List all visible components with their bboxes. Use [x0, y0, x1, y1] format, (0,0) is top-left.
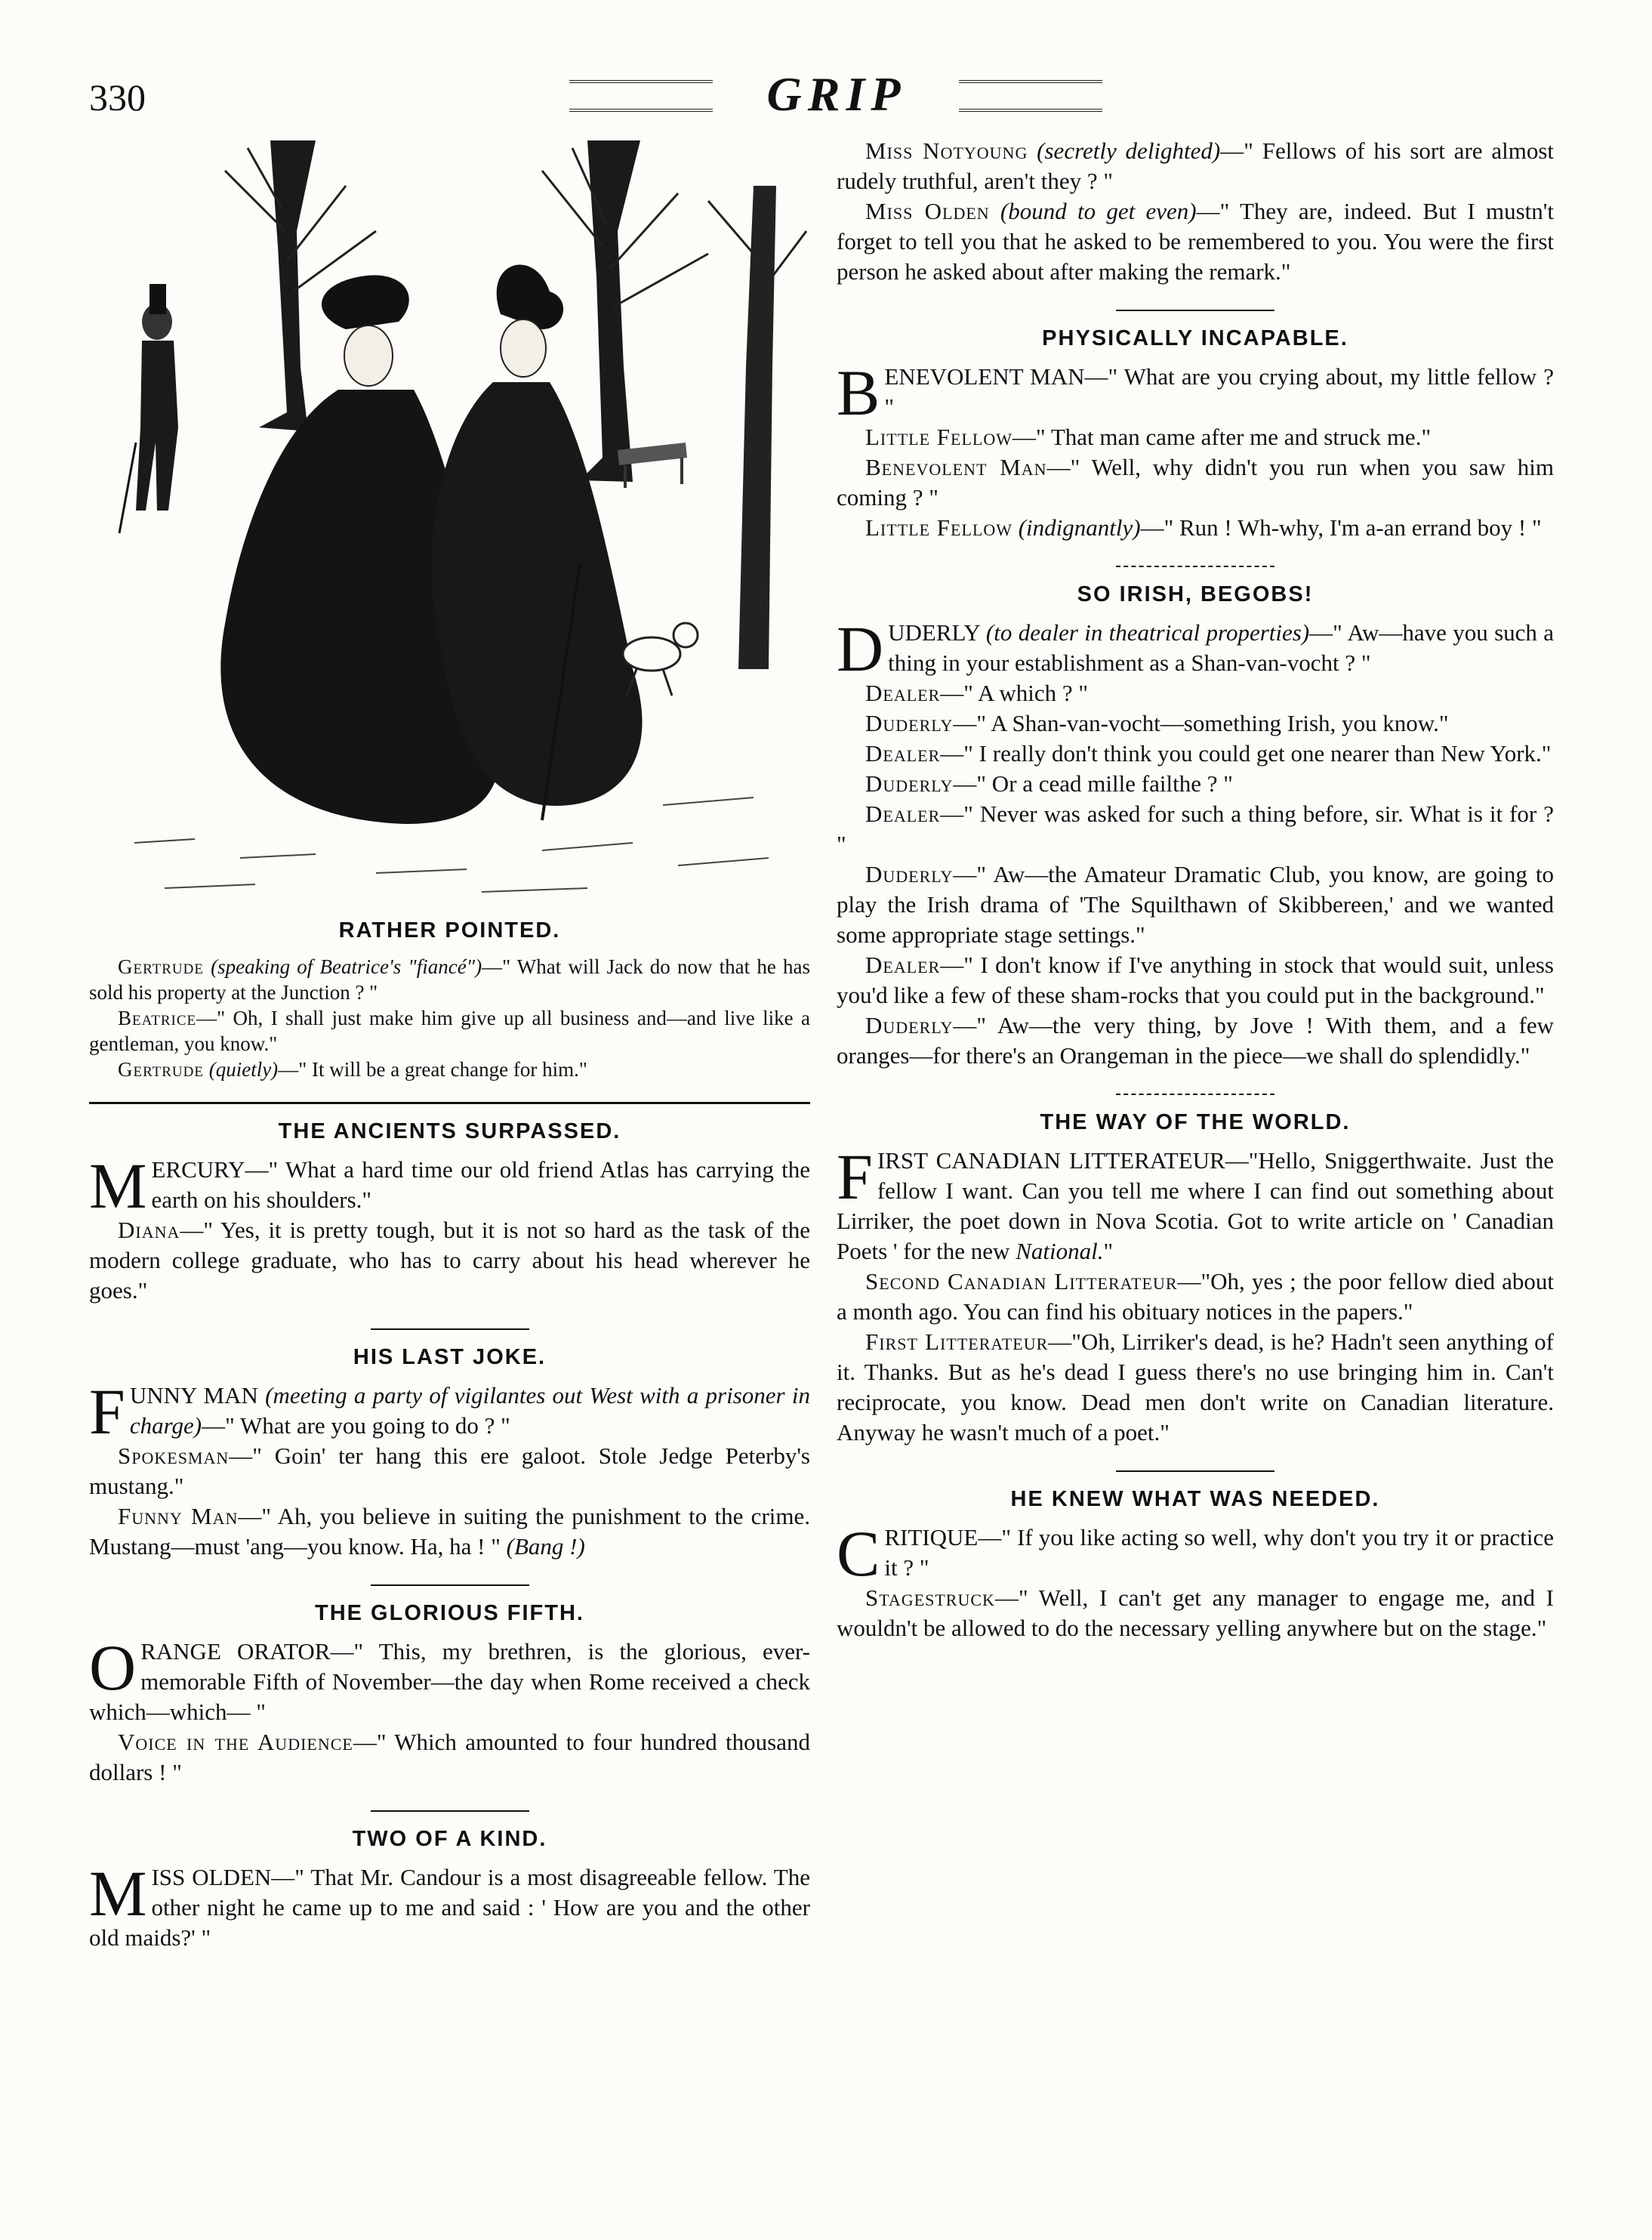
paragraph	[89, 1215, 810, 1306]
left-column	[89, 136, 810, 1953]
dialogue-end: "	[1103, 1238, 1114, 1264]
speaker: Voice in the Audience	[118, 1729, 353, 1755]
speaker: ERCURY	[151, 1156, 245, 1183]
speaker: Little Fellow	[865, 424, 1012, 450]
divider	[371, 1584, 529, 1586]
dialogue: —" Goin' ter hang this ere galoot. Stole Jedge Peterby's mustang."	[89, 1442, 810, 1499]
divider	[371, 1328, 529, 1330]
speaker: ISS OLDEN	[151, 1864, 272, 1890]
dialogue: —" Yes, it is pretty tough, but it is not so hard as the task of the modern college graduate, who has to carry about his head wherever he goes."	[89, 1217, 810, 1304]
speaker: Dealer	[865, 952, 941, 978]
paragraph	[89, 1857, 810, 1953]
paragraph	[89, 1005, 810, 1057]
masthead-rule-right	[959, 80, 1102, 112]
paragraph	[89, 1727, 810, 1788]
speaker: Miss Notyoung	[865, 137, 1028, 164]
dialogue: —" Aw—the very thing, by Jove ! With them, and a few oranges—for there's an Orangeman in the piece—we shall do splendidly."	[837, 1012, 1554, 1069]
heading-his-last-joke: HIS LAST JOKE.	[353, 1345, 547, 1369]
speaker: Dealer	[865, 680, 941, 706]
heading-rather-pointed: RATHER POINTED.	[338, 918, 561, 943]
dialogue: —" That man came after me and struck me."	[1012, 424, 1432, 450]
stage-direction: (indignantly)	[1018, 514, 1141, 541]
stage-direction: (quietly)	[208, 1058, 279, 1081]
dialogue: —" Or a cead mille failthe ? "	[953, 770, 1233, 797]
stage-direction: (meeting a party of vigilantes out West with a prisoner in charge)	[129, 1382, 810, 1439]
divider	[1116, 1470, 1274, 1472]
paragraph	[89, 1631, 810, 1727]
speaker: Gertrude	[118, 1058, 204, 1081]
paragraph	[837, 422, 1554, 452]
drop-cap: F	[837, 1140, 873, 1213]
divider	[1116, 566, 1274, 567]
dialogue: —" A which ? "	[940, 680, 1089, 706]
heading-so-irish: SO IRISH, BEGOBS!	[1077, 582, 1314, 606]
paragraph	[89, 1375, 810, 1448]
speaker: UDERLY	[888, 619, 980, 646]
speaker: Dealer	[865, 801, 941, 827]
dialogue: —" What are you going to do ? "	[202, 1412, 510, 1439]
drop-cap: M	[89, 1857, 147, 1930]
heading-physically-incapable: PHYSICALLY INCAPABLE.	[1042, 326, 1348, 350]
masthead	[559, 69, 1117, 122]
dialogue: —" If you like acting so well, why don't you try it or practice it ? "	[884, 1524, 1554, 1581]
paragraph	[837, 859, 1554, 950]
dialogue: —" What a hard time our old friend Atlas has carrying the earth on his shoulders."	[151, 1156, 810, 1213]
dialogue: —" This, my brethren, is the glorious, ever-memorable Fifth of November—the day when Rome received a check which—which— "	[89, 1638, 810, 1725]
speaker: Duderly	[865, 861, 954, 887]
drop-cap: F	[89, 1375, 125, 1448]
speaker: Duderly	[865, 710, 954, 736]
dialogue: —" It will be a great change for him."	[278, 1058, 587, 1081]
divider	[371, 1810, 529, 1812]
speaker: Beatrice	[118, 1007, 197, 1029]
dialogue: —" Oh, I shall just make him give up all business and—and live like a gentleman, you know."	[89, 1007, 810, 1055]
heading-ancients-surpassed: THE ANCIENTS SURPASSED.	[278, 1119, 621, 1143]
heading-way-of-the-world: THE WAY OF THE WORLD.	[1040, 1110, 1351, 1134]
stage-direction: (Bang !)	[506, 1533, 585, 1560]
drop-cap: C	[837, 1517, 880, 1590]
paragraph	[837, 1327, 1554, 1448]
dialogue: —" Never was asked for such a thing before, sir. What is it for ? "	[837, 801, 1554, 857]
illustration	[89, 140, 810, 903]
speaker: IRST CANADIAN LITTERATEUR	[877, 1147, 1225, 1174]
dialogue: —"Oh, Lirriker's dead, is he? Hadn't seen anything of it. Thanks. But as he's dead I guess there's no use bringing him in. Can't reciprocate, you know. Dead men don't write on Canadian literature. Anyway he wasn't much of a poet."	[837, 1328, 1554, 1446]
speaker: RANGE ORATOR	[140, 1638, 331, 1665]
paragraph	[89, 1149, 810, 1222]
dialogue: —" Ah, you believe in suiting the punishment to the crime. Mustang—must 'ang—you know. Ha, ha ! "	[89, 1503, 810, 1560]
speaker: Miss Olden	[865, 198, 990, 224]
paragraph	[837, 769, 1554, 799]
dialogue: —" A Shan-van-vocht—something Irish, you know."	[953, 710, 1449, 736]
masthead-rule-left	[569, 80, 713, 112]
paragraph	[837, 1140, 1554, 1267]
dialogue: —" Which amounted to four hundred thousand dollars ! "	[89, 1729, 810, 1785]
paragraph	[837, 612, 1554, 685]
speaker: UNNY MAN	[129, 1382, 258, 1408]
paragraph	[89, 1501, 810, 1562]
speaker: Dealer	[865, 740, 941, 767]
dialogue: —" That Mr. Candour is a most disagreeable fellow. The other night he came up to me and said : ' How are you and the other old maids?' "	[89, 1864, 810, 1951]
dialogue: —" What will Jack do now that he has sold his property at the Junction ? "	[89, 955, 810, 1004]
heading-he-knew-what-was-needed: HE KNEW WHAT WAS NEEDED.	[1010, 1487, 1380, 1511]
speaker: Funny Man	[118, 1503, 239, 1529]
heading-two-of-a-kind: TWO OF A KIND.	[352, 1827, 547, 1851]
divider	[1116, 310, 1274, 311]
speaker: RITIQUE	[884, 1524, 979, 1550]
dialogue: —" They are, indeed. But I mustn't forget to tell you that he asked to be remembered to you. You were the first person he asked about after making the remark."	[837, 198, 1554, 285]
stage-direction: (secretly delighted)	[1037, 137, 1221, 164]
paragraph	[837, 799, 1554, 859]
speaker: Little Fellow	[865, 514, 1012, 541]
drop-cap: D	[837, 612, 884, 685]
speaker: Diana	[118, 1217, 180, 1243]
heading-glorious-fifth: THE GLORIOUS FIFTH.	[315, 1601, 584, 1625]
caption-rather-pointed	[89, 954, 810, 1082]
paragraph	[837, 513, 1554, 543]
paragraph	[837, 196, 1554, 287]
speaker: Second Canadian Litterateur	[865, 1268, 1178, 1294]
paragraph	[89, 1441, 810, 1501]
dialogue: —" Fellows of his sort are almost rudely truthful, aren't they ? "	[837, 137, 1555, 194]
speaker: Spokesman	[118, 1442, 230, 1469]
paragraph	[837, 950, 1554, 1010]
speaker: ENEVOLENT MAN	[884, 363, 1085, 390]
paragraph	[837, 1517, 1554, 1590]
speaker: First Litterateur	[865, 1328, 1049, 1355]
speaker: Duderly	[865, 770, 954, 797]
drop-cap: B	[837, 356, 880, 429]
masthead-title: GRIP	[766, 67, 907, 121]
stage-direction: (speaking of Beatrice's "fiancé")	[211, 955, 482, 978]
speaker: Gertrude	[118, 955, 204, 978]
paragraph	[837, 452, 1554, 513]
paragraph	[89, 954, 810, 1005]
dialogue: —" Aw—have you such a thing in your establishment as a Shan-van-vocht ? "	[888, 619, 1554, 676]
speaker: Stagestruck	[865, 1584, 995, 1611]
speaker: Duderly	[865, 1012, 954, 1038]
publication-title: National.	[1016, 1238, 1104, 1264]
illustration-engraving	[89, 140, 810, 903]
paragraph	[837, 136, 1554, 196]
drop-cap: O	[89, 1631, 137, 1704]
dialogue: —" Well, I can't get any manager to engage me, and I wouldn't be allowed to do the necessary yelling anywhere but on the stage."	[837, 1584, 1554, 1641]
dialogue: —" What are you crying about, my little fellow ? "	[884, 363, 1554, 420]
paragraph	[837, 1267, 1554, 1327]
paragraph	[837, 678, 1554, 708]
paragraph	[837, 356, 1554, 429]
paragraph	[837, 739, 1554, 769]
paragraph	[837, 1010, 1554, 1071]
dialogue: —" I don't know if I've anything in stock that would suit, unless you'd like a few of these sham-rocks that you could put in the background."	[837, 952, 1554, 1008]
page-number: 330	[89, 76, 146, 119]
paragraph	[837, 708, 1554, 739]
dialogue: —" I really don't think you could get one nearer than New York."	[940, 740, 1552, 767]
stage-direction: (bound to get even)	[1000, 198, 1197, 224]
drop-cap: M	[89, 1149, 147, 1222]
dialogue: —" Run ! Wh-why, I'm a-an errand boy ! "	[1140, 514, 1542, 541]
speaker: Benevolent Man	[865, 454, 1047, 480]
paragraph	[837, 1583, 1554, 1643]
dialogue: —" Well, why didn't you run when you saw him coming ? "	[837, 454, 1554, 511]
divider	[1116, 1094, 1274, 1095]
divider	[89, 1102, 810, 1104]
dialogue: —" Aw—the Amateur Dramatic Club, you know, are going to play the Irish drama of 'The Squilthawn of Skibbereen,' and we wanted some appropriate stage settings."	[837, 861, 1554, 948]
paragraph	[89, 1057, 810, 1082]
dialogue: —"Oh, yes ; the poor fellow died about a month ago. You can find his obituary notices in the papers."	[837, 1268, 1554, 1325]
right-column	[837, 136, 1554, 1643]
stage-direction: (to dealer in theatrical properties)	[985, 619, 1310, 646]
dialogue: —"Hello, Sniggerthwaite. Just the fellow I want. Can you tell me where I can find out something about Lirriker, the poet down in Nova Scotia. Got to write article on ' Canadian Poets ' for the new	[837, 1147, 1554, 1264]
